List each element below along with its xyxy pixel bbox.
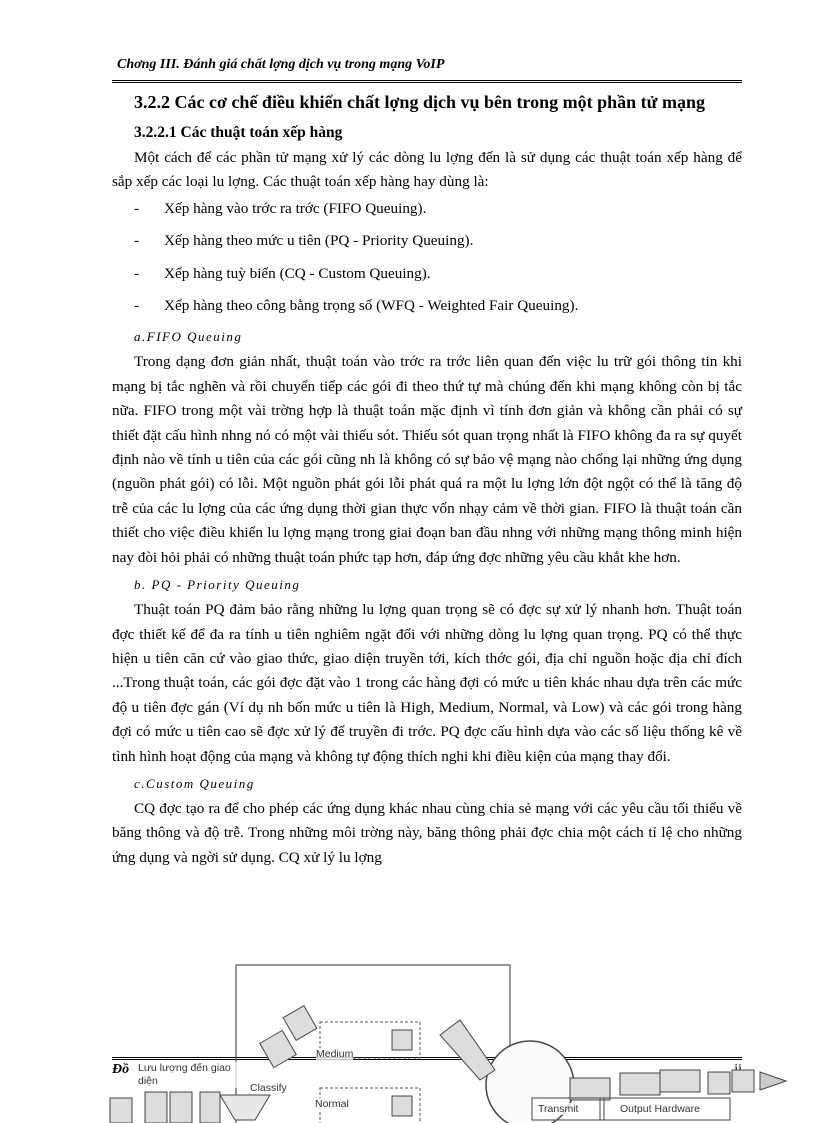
output-arrow bbox=[760, 1072, 786, 1090]
fifo-heading: a.FIFO Queuing bbox=[134, 329, 243, 345]
output-packet bbox=[732, 1070, 754, 1092]
incoming-packet bbox=[260, 1030, 297, 1067]
queuing-list bbox=[112, 197, 742, 319]
custom-queuing-diagram bbox=[100, 960, 816, 1123]
output-packet bbox=[620, 1073, 660, 1095]
queued-packet bbox=[392, 1096, 412, 1116]
medium-label: Medium bbox=[316, 1048, 354, 1060]
page-body bbox=[112, 90, 742, 870]
cq-heading: c.Custom Queuing bbox=[134, 775, 255, 791]
output-hardware-label: Output Hardware bbox=[620, 1103, 700, 1115]
incoming-packet bbox=[283, 1006, 317, 1041]
list-item: - Xếp hàng theo công bằng trọng số (WFQ - Weighted Fair Queuing). bbox=[134, 294, 742, 318]
transmit-label: Transmit bbox=[538, 1103, 579, 1115]
incoming-packet bbox=[200, 1092, 220, 1123]
list-item: - Xếp hàng vào trớc ra trớc (FIFO Queuing). bbox=[134, 197, 742, 221]
incoming-traffic-label: Lưu lượng đến giao diện bbox=[138, 1062, 238, 1088]
running-header: Chơng III. Đánh giá chất lợng dịch vụ trong mạng VoIP bbox=[117, 57, 445, 72]
subsection-title: 3.2.2.1 Các thuật toán xếp hàng bbox=[134, 124, 343, 141]
header-rule bbox=[112, 80, 742, 85]
classify-funnel bbox=[220, 1095, 270, 1120]
incoming-packet bbox=[145, 1092, 167, 1123]
diagram-graphic bbox=[100, 960, 816, 1123]
incoming-packet bbox=[110, 1098, 132, 1123]
intro-paragraph: Một cách để các phần tử mạng xử lý các dòng lu lợng đến là sử dụng các thuật toán xếp hàng để sắp xếp các loại lu lợng. Các thuật toán xếp hàng hay dùng là: bbox=[112, 149, 742, 191]
incoming-packet bbox=[170, 1092, 192, 1123]
section-title: 3.2.2 Các cơ chế điều khiển chất lợng dịch vụ bên trong một phần tử mạng bbox=[134, 92, 705, 112]
footer-left-text: Đồ bbox=[112, 1062, 130, 1077]
output-packet bbox=[660, 1070, 700, 1092]
output-packet bbox=[708, 1072, 730, 1094]
cq-paragraph: CQ đợc tạo ra để cho phép các ứng dụng khác nhau cùng chia sẻ mạng với các yêu cầu tối thiểu về băng thông và độ trễ. Trong những môi trờng này, băng thông phải đợc chia một cách tỉ lệ cho những ứng dụng và ngời sử dụng. CQ xử lý lu lợng bbox=[112, 799, 742, 866]
queued-packet bbox=[392, 1030, 412, 1050]
list-item: - Xếp hàng tuỳ biến (CQ - Custom Queuing). bbox=[134, 262, 742, 286]
pq-paragraph: Thuật toán PQ đảm bảo rằng những lu lợng quan trọng sẽ có đợc sự xử lý nhanh hơn. Thuật toán đợc thiết kế để đa ra tính u tiên nghiêm ngặt đối với những dòng lu lợng quan trọng. PQ có thể thực hiện u tiên căn cứ vào giao thức, giao diện truyền tới, kích thớc gói, địa chỉ nguồn hoặc địa chỉ đích ...Trong thuật toán, các gói đợc đặt vào 1 trong các hàng đợi có mức u tiên khác nhau dựa trên các mức độ u tiên đợc gán (Ví dụ nh bốn mức u tiên là High, Medium, Normal, và Low) và các gói trong hàng đợi có mức u tiên cao sẽ đợc xử lý để truyền đi trớc. PQ đợc cấu hình dựa vào các số liệu thống kê về tình hình hoạt động của mạng và không tự động thích nghi khi điều kiện của mạng thay đổi. bbox=[112, 601, 742, 765]
classify-label: Classify bbox=[250, 1082, 287, 1094]
list-item: - Xếp hàng theo mức u tiên (PQ - Priority Queuing). bbox=[134, 229, 742, 253]
fifo-paragraph: Trong dạng đơn giản nhất, thuật toán vào trớc ra trớc liên quan đến việc lu trữ gói thông tin khi mạng bị tắc nghẽn và rồi chuyển tiếp các gói đi theo thứ tự mà chúng đến khi mạng không còn bị tắc nữa. FIFO trong một vài trờng hợp là thuật toán mặc định vì tính đơn giản và không cần phải có sự thiết đặt cấu hình nhng nó có một vài thiếu sót. Thiếu sót quan trọng nhất là FIFO không đa ra sự quyết định nào về tính u tiên của các gói cũng nh là không có sự bảo vệ mạng nào chống lại những ứng dụng (nguồn phát gói) có lỗi. Một nguồn phát gói lỗi phát quá ra một lu lợng lớn đột ngột có thể là tăng độ trễ của các lu lợng của các ứng dụng thời gian thực vốn nhạy cảm về thời gian. FIFO là thuật toán cần thiết cho việc điều khiển lu lợng mạng trong giai đoạn ban đầu nhng với những mạng thông minh hiện nay đòi hỏi phải có những thuật toán phức tạp hơn, đáp ứng đợc những yêu cầu khắt khe hơn. bbox=[112, 353, 742, 566]
pq-heading: b. PQ - Priority Queuing bbox=[134, 577, 301, 593]
output-packet bbox=[570, 1078, 610, 1100]
dispatch-arrow bbox=[440, 1020, 495, 1080]
normal-label: Normal bbox=[315, 1098, 349, 1110]
